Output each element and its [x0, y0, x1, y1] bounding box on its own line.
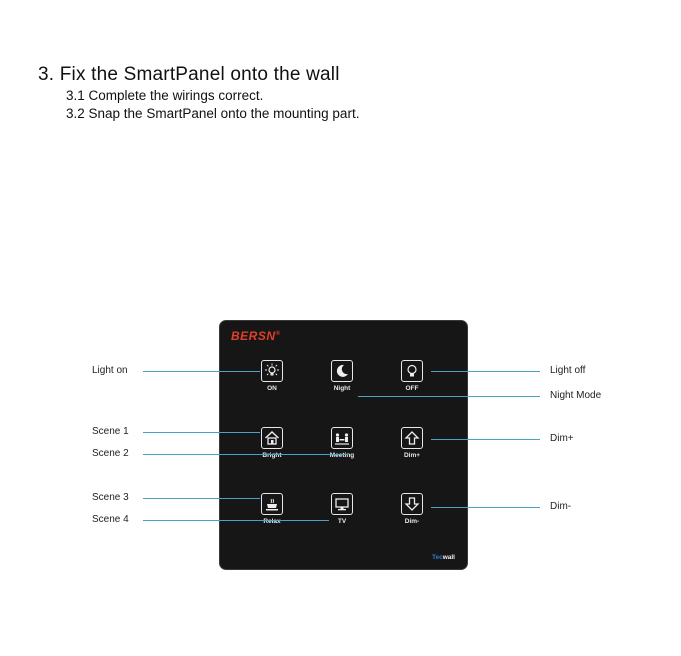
lightbulb-on-icon	[264, 363, 280, 379]
button-caption: OFF	[405, 385, 419, 392]
night-button[interactable]	[331, 360, 353, 382]
home-icon	[264, 430, 280, 446]
callout-scene-4: Scene 4	[92, 514, 129, 525]
leader-line	[358, 396, 540, 397]
callout-scene-1: Scene 1	[92, 426, 129, 437]
leader-line	[143, 432, 260, 433]
callout-light-on: Light on	[92, 365, 128, 376]
button-caption: Meeting	[329, 452, 355, 459]
callout-scene-2: Scene 2	[92, 448, 129, 459]
brand-logo: BERSN®	[231, 329, 281, 343]
lightbulb-off-icon	[404, 363, 420, 379]
light-off-button[interactable]	[401, 360, 423, 382]
smart-panel	[219, 320, 468, 570]
callout-night-mode: Night Mode	[550, 390, 602, 401]
arrow-up-icon	[404, 430, 420, 446]
button-caption: Night	[333, 385, 351, 392]
step-3-2-text: 3.2 Snap the SmartPanel onto the mounting part.	[66, 106, 360, 121]
leader-line	[143, 454, 348, 455]
dim-minus-button[interactable]	[401, 493, 423, 515]
callout-dim-plus: Dim+	[550, 433, 574, 444]
dim-plus-button[interactable]	[401, 427, 423, 449]
step-3-1-text: 3.1 Complete the wirings correct.	[66, 88, 264, 103]
meeting-icon	[334, 430, 350, 446]
button-caption: Dim-	[404, 518, 420, 525]
scene-3-button[interactable]	[261, 493, 283, 515]
callout-scene-3: Scene 3	[92, 492, 129, 503]
button-caption: Relax	[263, 518, 281, 525]
leader-line	[143, 371, 260, 372]
leader-line	[431, 439, 540, 440]
moon-icon	[334, 363, 350, 379]
button-caption: ON	[267, 385, 277, 392]
callout-light-off: Light off	[550, 365, 586, 376]
step-3-heading: 3. Fix the SmartPanel onto the wall	[38, 64, 340, 85]
button-caption: Dim+	[403, 452, 421, 459]
brand-badge: Tecwall	[431, 554, 455, 561]
monitor-icon	[334, 496, 350, 512]
button-caption: TV	[337, 518, 347, 525]
teacup-icon	[264, 496, 280, 512]
scene-2-button[interactable]	[331, 427, 353, 449]
leader-line	[143, 498, 260, 499]
leader-line	[143, 520, 329, 521]
button-caption: Bright	[262, 452, 282, 459]
scene-4-button[interactable]	[331, 493, 353, 515]
scene-1-button[interactable]	[261, 427, 283, 449]
arrow-down-icon	[404, 496, 420, 512]
leader-line	[431, 507, 540, 508]
light-on-button[interactable]	[261, 360, 283, 382]
callout-dim-minus: Dim-	[550, 501, 572, 512]
leader-line	[431, 371, 540, 372]
